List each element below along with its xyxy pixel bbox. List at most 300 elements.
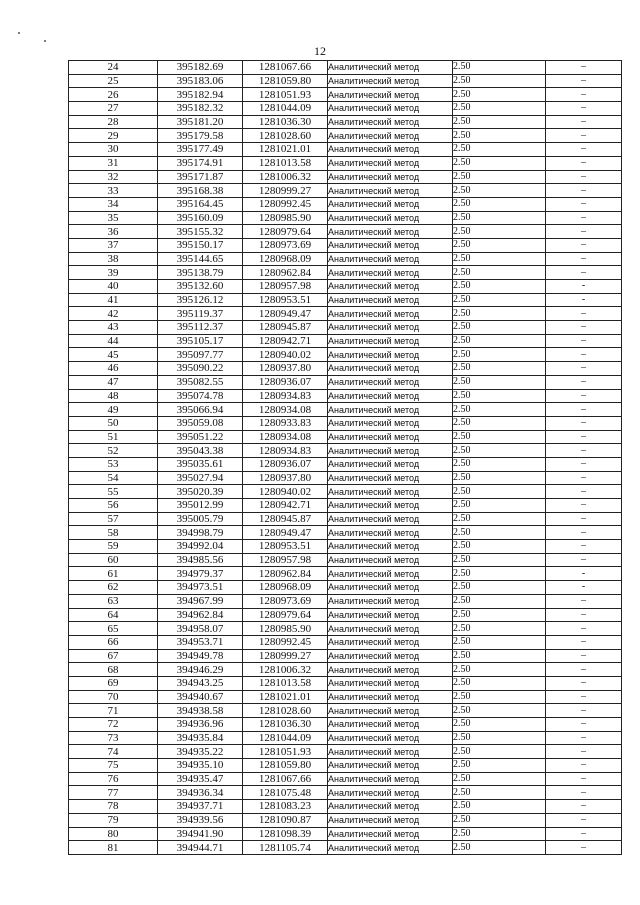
accuracy-cell: 2.50	[453, 184, 546, 198]
method-cell: Аналитический метод	[328, 321, 453, 335]
x-coordinate-cell: 394936.34	[158, 786, 243, 800]
table-row	[69, 61, 622, 75]
y-coordinate-cell: 1280934.83	[243, 444, 328, 458]
y-coordinate-cell: 1280953.51	[243, 540, 328, 554]
point-number-cell: 72	[69, 718, 158, 732]
y-coordinate-cell: 1281036.30	[243, 718, 328, 732]
y-coordinate-cell: 1281021.01	[243, 143, 328, 157]
y-coordinate-cell: 1281105.74	[243, 841, 328, 855]
method-cell: Аналитический метод	[328, 293, 453, 307]
point-number-cell: 69	[69, 676, 158, 690]
y-coordinate-cell: 1281044.09	[243, 102, 328, 116]
accuracy-cell: 2.50	[453, 704, 546, 718]
y-coordinate-cell: 1281067.66	[243, 61, 328, 75]
table-row	[69, 225, 622, 239]
note-cell: –	[546, 540, 622, 554]
point-number-cell: 47	[69, 375, 158, 389]
method-cell: Аналитический метод	[328, 362, 453, 376]
point-number-cell: 56	[69, 499, 158, 513]
accuracy-cell: 2.50	[453, 307, 546, 321]
note-cell: –	[546, 403, 622, 417]
accuracy-cell: 2.50	[453, 663, 546, 677]
x-coordinate-cell: 395182.32	[158, 102, 243, 116]
point-number-cell: 27	[69, 102, 158, 116]
method-cell: Аналитический метод	[328, 608, 453, 622]
method-cell: Аналитический метод	[328, 74, 453, 88]
y-coordinate-cell: 1280933.83	[243, 416, 328, 430]
table-row	[69, 444, 622, 458]
table-row	[69, 553, 622, 567]
method-cell: Аналитический метод	[328, 622, 453, 636]
x-coordinate-cell: 394940.67	[158, 690, 243, 704]
table-row	[69, 156, 622, 170]
note-cell: –	[546, 485, 622, 499]
x-coordinate-cell: 394943.25	[158, 676, 243, 690]
accuracy-cell: 2.50	[453, 759, 546, 773]
x-coordinate-cell: 395097.77	[158, 348, 243, 362]
y-coordinate-cell: 1280934.83	[243, 389, 328, 403]
accuracy-cell: 2.50	[453, 841, 546, 855]
x-coordinate-cell: 395027.94	[158, 471, 243, 485]
x-coordinate-cell: 395043.38	[158, 444, 243, 458]
point-number-cell: 35	[69, 211, 158, 225]
y-coordinate-cell: 1281028.60	[243, 129, 328, 143]
accuracy-cell: 2.50	[453, 143, 546, 157]
method-cell: Аналитический метод	[328, 238, 453, 252]
method-cell: Аналитический метод	[328, 197, 453, 211]
table-row	[69, 197, 622, 211]
method-cell: Аналитический метод	[328, 676, 453, 690]
point-number-cell: 73	[69, 731, 158, 745]
point-number-cell: 58	[69, 526, 158, 540]
note-cell: –	[546, 731, 622, 745]
note-cell: –	[546, 718, 622, 732]
point-number-cell: 49	[69, 403, 158, 417]
y-coordinate-cell: 1281044.09	[243, 731, 328, 745]
note-cell: –	[546, 156, 622, 170]
note-cell: –	[546, 334, 622, 348]
note-cell: –	[546, 389, 622, 403]
method-cell: Аналитический метод	[328, 827, 453, 841]
note-cell: –	[546, 184, 622, 198]
table-row	[69, 457, 622, 471]
note-cell: –	[546, 252, 622, 266]
y-coordinate-cell: 1281067.66	[243, 772, 328, 786]
note-cell: –	[546, 512, 622, 526]
method-cell: Аналитический метод	[328, 567, 453, 581]
x-coordinate-cell: 395126.12	[158, 293, 243, 307]
method-cell: Аналитический метод	[328, 594, 453, 608]
table-row	[69, 772, 622, 786]
method-cell: Аналитический метод	[328, 471, 453, 485]
y-coordinate-cell: 1280936.07	[243, 457, 328, 471]
y-coordinate-cell: 1280934.08	[243, 403, 328, 417]
note-cell: –	[546, 321, 622, 335]
page-number: 12	[314, 44, 326, 58]
note-cell: –	[546, 88, 622, 102]
x-coordinate-cell: 394935.47	[158, 772, 243, 786]
method-cell: Аналитический метод	[328, 731, 453, 745]
method-cell: Аналитический метод	[328, 170, 453, 184]
note-cell: –	[546, 375, 622, 389]
y-coordinate-cell: 1281075.48	[243, 786, 328, 800]
note-cell: –	[546, 594, 622, 608]
point-number-cell: 29	[69, 129, 158, 143]
method-cell: Аналитический метод	[328, 704, 453, 718]
point-number-cell: 53	[69, 457, 158, 471]
method-cell: Аналитический метод	[328, 430, 453, 444]
point-number-cell: 74	[69, 745, 158, 759]
method-cell: Аналитический метод	[328, 280, 453, 294]
method-cell: Аналитический метод	[328, 553, 453, 567]
note-cell: –	[546, 225, 622, 239]
accuracy-cell: 2.50	[453, 170, 546, 184]
accuracy-cell: 2.50	[453, 102, 546, 116]
y-coordinate-cell: 1280949.47	[243, 307, 328, 321]
accuracy-cell: 2.50	[453, 676, 546, 690]
table-row	[69, 88, 622, 102]
accuracy-cell: 2.50	[453, 512, 546, 526]
method-cell: Аналитический метод	[328, 526, 453, 540]
table-row	[69, 211, 622, 225]
table-row	[69, 334, 622, 348]
accuracy-cell: 2.50	[453, 115, 546, 129]
method-cell: Аналитический метод	[328, 581, 453, 595]
point-number-cell: 50	[69, 416, 158, 430]
accuracy-cell: 2.50	[453, 567, 546, 581]
note-cell: –	[546, 676, 622, 690]
y-coordinate-cell: 1280992.45	[243, 635, 328, 649]
note-cell: –	[546, 800, 622, 814]
method-cell: Аналитический метод	[328, 88, 453, 102]
accuracy-cell: 2.50	[453, 499, 546, 513]
x-coordinate-cell: 395020.39	[158, 485, 243, 499]
point-number-cell: 45	[69, 348, 158, 362]
point-number-cell: 79	[69, 813, 158, 827]
method-cell: Аналитический метод	[328, 334, 453, 348]
y-coordinate-cell: 1280957.98	[243, 553, 328, 567]
point-number-cell: 48	[69, 389, 158, 403]
table-row	[69, 745, 622, 759]
table-row	[69, 74, 622, 88]
point-number-cell: 37	[69, 238, 158, 252]
accuracy-cell: 2.50	[453, 622, 546, 636]
point-number-cell: 34	[69, 197, 158, 211]
point-number-cell: 33	[69, 184, 158, 198]
y-coordinate-cell: 1280940.02	[243, 348, 328, 362]
point-number-cell: 61	[69, 567, 158, 581]
note-cell: –	[546, 827, 622, 841]
table-row	[69, 827, 622, 841]
method-cell: Аналитический метод	[328, 786, 453, 800]
y-coordinate-cell: 1280985.90	[243, 211, 328, 225]
y-coordinate-cell: 1280937.80	[243, 471, 328, 485]
y-coordinate-cell: 1280953.51	[243, 293, 328, 307]
table-row	[69, 129, 622, 143]
note-cell: –	[546, 197, 622, 211]
note-cell: -	[546, 581, 622, 595]
note-cell: –	[546, 649, 622, 663]
note-cell: –	[546, 211, 622, 225]
x-coordinate-cell: 394937.71	[158, 800, 243, 814]
table-row	[69, 266, 622, 280]
table-row	[69, 608, 622, 622]
point-number-cell: 75	[69, 759, 158, 773]
method-cell: Аналитический метод	[328, 307, 453, 321]
note-cell: –	[546, 635, 622, 649]
method-cell: Аналитический метод	[328, 499, 453, 513]
y-coordinate-cell: 1280973.69	[243, 238, 328, 252]
note-cell: –	[546, 471, 622, 485]
table-row	[69, 362, 622, 376]
scan-speck	[18, 32, 20, 34]
y-coordinate-cell: 1281013.58	[243, 156, 328, 170]
note-cell: –	[546, 129, 622, 143]
point-number-cell: 52	[69, 444, 158, 458]
method-cell: Аналитический метод	[328, 649, 453, 663]
point-number-cell: 43	[69, 321, 158, 335]
table-row	[69, 567, 622, 581]
table-row	[69, 581, 622, 595]
y-coordinate-cell: 1281021.01	[243, 690, 328, 704]
accuracy-cell: 2.50	[453, 211, 546, 225]
x-coordinate-cell: 395182.69	[158, 61, 243, 75]
table-row	[69, 512, 622, 526]
note-cell: –	[546, 704, 622, 718]
point-number-cell: 55	[69, 485, 158, 499]
table-row	[69, 375, 622, 389]
table-row	[69, 389, 622, 403]
accuracy-cell: 2.50	[453, 690, 546, 704]
note-cell: -	[546, 280, 622, 294]
point-number-cell: 59	[69, 540, 158, 554]
note-cell: –	[546, 74, 622, 88]
note-cell: –	[546, 102, 622, 116]
y-coordinate-cell: 1280968.09	[243, 581, 328, 595]
point-number-cell: 76	[69, 772, 158, 786]
table-row	[69, 170, 622, 184]
y-coordinate-cell: 1280999.27	[243, 649, 328, 663]
method-cell: Аналитический метод	[328, 184, 453, 198]
table-row	[69, 704, 622, 718]
accuracy-cell: 2.50	[453, 293, 546, 307]
point-number-cell: 24	[69, 61, 158, 75]
table-row	[69, 115, 622, 129]
y-coordinate-cell: 1281006.32	[243, 170, 328, 184]
accuracy-cell: 2.50	[453, 88, 546, 102]
x-coordinate-cell: 394998.79	[158, 526, 243, 540]
table-row	[69, 526, 622, 540]
method-cell: Аналитический метод	[328, 389, 453, 403]
x-coordinate-cell: 394938.58	[158, 704, 243, 718]
y-coordinate-cell: 1280985.90	[243, 622, 328, 636]
y-coordinate-cell: 1280940.02	[243, 485, 328, 499]
method-cell: Аналитический метод	[328, 444, 453, 458]
point-number-cell: 44	[69, 334, 158, 348]
y-coordinate-cell: 1281098.39	[243, 827, 328, 841]
note-cell: -	[546, 567, 622, 581]
accuracy-cell: 2.50	[453, 718, 546, 732]
method-cell: Аналитический метод	[328, 772, 453, 786]
x-coordinate-cell: 395183.06	[158, 74, 243, 88]
method-cell: Аналитический метод	[328, 266, 453, 280]
table-row	[69, 786, 622, 800]
accuracy-cell: 2.50	[453, 362, 546, 376]
accuracy-cell: 2.50	[453, 403, 546, 417]
note-cell: –	[546, 622, 622, 636]
point-number-cell: 80	[69, 827, 158, 841]
note-cell: –	[546, 348, 622, 362]
x-coordinate-cell: 395171.87	[158, 170, 243, 184]
note-cell: –	[546, 813, 622, 827]
accuracy-cell: 2.50	[453, 430, 546, 444]
y-coordinate-cell: 1281028.60	[243, 704, 328, 718]
method-cell: Аналитический метод	[328, 718, 453, 732]
table-row	[69, 649, 622, 663]
method-cell: Аналитический метод	[328, 252, 453, 266]
note-cell: –	[546, 526, 622, 540]
x-coordinate-cell: 395179.58	[158, 129, 243, 143]
x-coordinate-cell: 395155.32	[158, 225, 243, 239]
point-number-cell: 60	[69, 553, 158, 567]
y-coordinate-cell: 1280979.64	[243, 225, 328, 239]
y-coordinate-cell: 1280968.09	[243, 252, 328, 266]
point-number-cell: 64	[69, 608, 158, 622]
scan-speck	[44, 40, 46, 42]
point-number-cell: 51	[69, 430, 158, 444]
table-row	[69, 485, 622, 499]
x-coordinate-cell: 395090.22	[158, 362, 243, 376]
method-cell: Аналитический метод	[328, 61, 453, 75]
x-coordinate-cell: 395074.78	[158, 389, 243, 403]
x-coordinate-cell: 395059.08	[158, 416, 243, 430]
x-coordinate-cell: 394985.56	[158, 553, 243, 567]
table-row	[69, 403, 622, 417]
table-row	[69, 813, 622, 827]
point-number-cell: 77	[69, 786, 158, 800]
note-cell: –	[546, 499, 622, 513]
y-coordinate-cell: 1281059.80	[243, 759, 328, 773]
y-coordinate-cell: 1280999.27	[243, 184, 328, 198]
method-cell: Аналитический метод	[328, 745, 453, 759]
note-cell: -	[546, 293, 622, 307]
accuracy-cell: 2.50	[453, 471, 546, 485]
method-cell: Аналитический метод	[328, 663, 453, 677]
point-number-cell: 46	[69, 362, 158, 376]
x-coordinate-cell: 395066.94	[158, 403, 243, 417]
accuracy-cell: 2.50	[453, 649, 546, 663]
method-cell: Аналитический метод	[328, 211, 453, 225]
method-cell: Аналитический метод	[328, 129, 453, 143]
method-cell: Аналитический метод	[328, 156, 453, 170]
y-coordinate-cell: 1280942.71	[243, 334, 328, 348]
point-number-cell: 57	[69, 512, 158, 526]
x-coordinate-cell: 395160.09	[158, 211, 243, 225]
point-number-cell: 25	[69, 74, 158, 88]
y-coordinate-cell: 1280979.64	[243, 608, 328, 622]
table-row	[69, 252, 622, 266]
table-row	[69, 841, 622, 855]
point-number-cell: 28	[69, 115, 158, 129]
point-number-cell: 54	[69, 471, 158, 485]
note-cell: –	[546, 170, 622, 184]
point-number-cell: 78	[69, 800, 158, 814]
accuracy-cell: 2.50	[453, 225, 546, 239]
note-cell: –	[546, 772, 622, 786]
note-cell: –	[546, 444, 622, 458]
x-coordinate-cell: 394979.37	[158, 567, 243, 581]
accuracy-cell: 2.50	[453, 608, 546, 622]
accuracy-cell: 2.50	[453, 444, 546, 458]
method-cell: Аналитический метод	[328, 115, 453, 129]
x-coordinate-cell: 395112.37	[158, 321, 243, 335]
point-number-cell: 30	[69, 143, 158, 157]
note-cell: –	[546, 416, 622, 430]
y-coordinate-cell: 1281059.80	[243, 74, 328, 88]
x-coordinate-cell: 395132.60	[158, 280, 243, 294]
y-coordinate-cell: 1280949.47	[243, 526, 328, 540]
point-number-cell: 39	[69, 266, 158, 280]
x-coordinate-cell: 394944.71	[158, 841, 243, 855]
method-cell: Аналитический метод	[328, 457, 453, 471]
x-coordinate-cell: 395035.61	[158, 457, 243, 471]
y-coordinate-cell: 1280957.98	[243, 280, 328, 294]
point-number-cell: 41	[69, 293, 158, 307]
accuracy-cell: 2.50	[453, 61, 546, 75]
y-coordinate-cell: 1281006.32	[243, 663, 328, 677]
point-number-cell: 67	[69, 649, 158, 663]
point-number-cell: 42	[69, 307, 158, 321]
accuracy-cell: 2.50	[453, 745, 546, 759]
y-coordinate-cell: 1280945.87	[243, 512, 328, 526]
note-cell: –	[546, 307, 622, 321]
accuracy-cell: 2.50	[453, 334, 546, 348]
accuracy-cell: 2.50	[453, 485, 546, 499]
accuracy-cell: 2.50	[453, 526, 546, 540]
method-cell: Аналитический метод	[328, 348, 453, 362]
accuracy-cell: 2.50	[453, 635, 546, 649]
point-number-cell: 32	[69, 170, 158, 184]
x-coordinate-cell: 394992.04	[158, 540, 243, 554]
x-coordinate-cell: 394958.07	[158, 622, 243, 636]
x-coordinate-cell: 394941.90	[158, 827, 243, 841]
table-row	[69, 102, 622, 116]
y-coordinate-cell: 1281090.87	[243, 813, 328, 827]
method-cell: Аналитический метод	[328, 143, 453, 157]
table-row	[69, 499, 622, 513]
accuracy-cell: 2.50	[453, 375, 546, 389]
x-coordinate-cell: 394935.84	[158, 731, 243, 745]
method-cell: Аналитический метод	[328, 416, 453, 430]
point-number-cell: 40	[69, 280, 158, 294]
note-cell: –	[546, 457, 622, 471]
table-row	[69, 759, 622, 773]
y-coordinate-cell: 1280962.84	[243, 266, 328, 280]
table-row	[69, 184, 622, 198]
x-coordinate-cell: 394962.84	[158, 608, 243, 622]
x-coordinate-cell: 395182.94	[158, 88, 243, 102]
x-coordinate-cell: 395144.65	[158, 252, 243, 266]
point-number-cell: 62	[69, 581, 158, 595]
y-coordinate-cell: 1281051.93	[243, 745, 328, 759]
method-cell: Аналитический метод	[328, 512, 453, 526]
note-cell: –	[546, 553, 622, 567]
table-row	[69, 663, 622, 677]
y-coordinate-cell: 1281083.23	[243, 800, 328, 814]
table-row	[69, 143, 622, 157]
point-number-cell: 26	[69, 88, 158, 102]
table-row	[69, 731, 622, 745]
